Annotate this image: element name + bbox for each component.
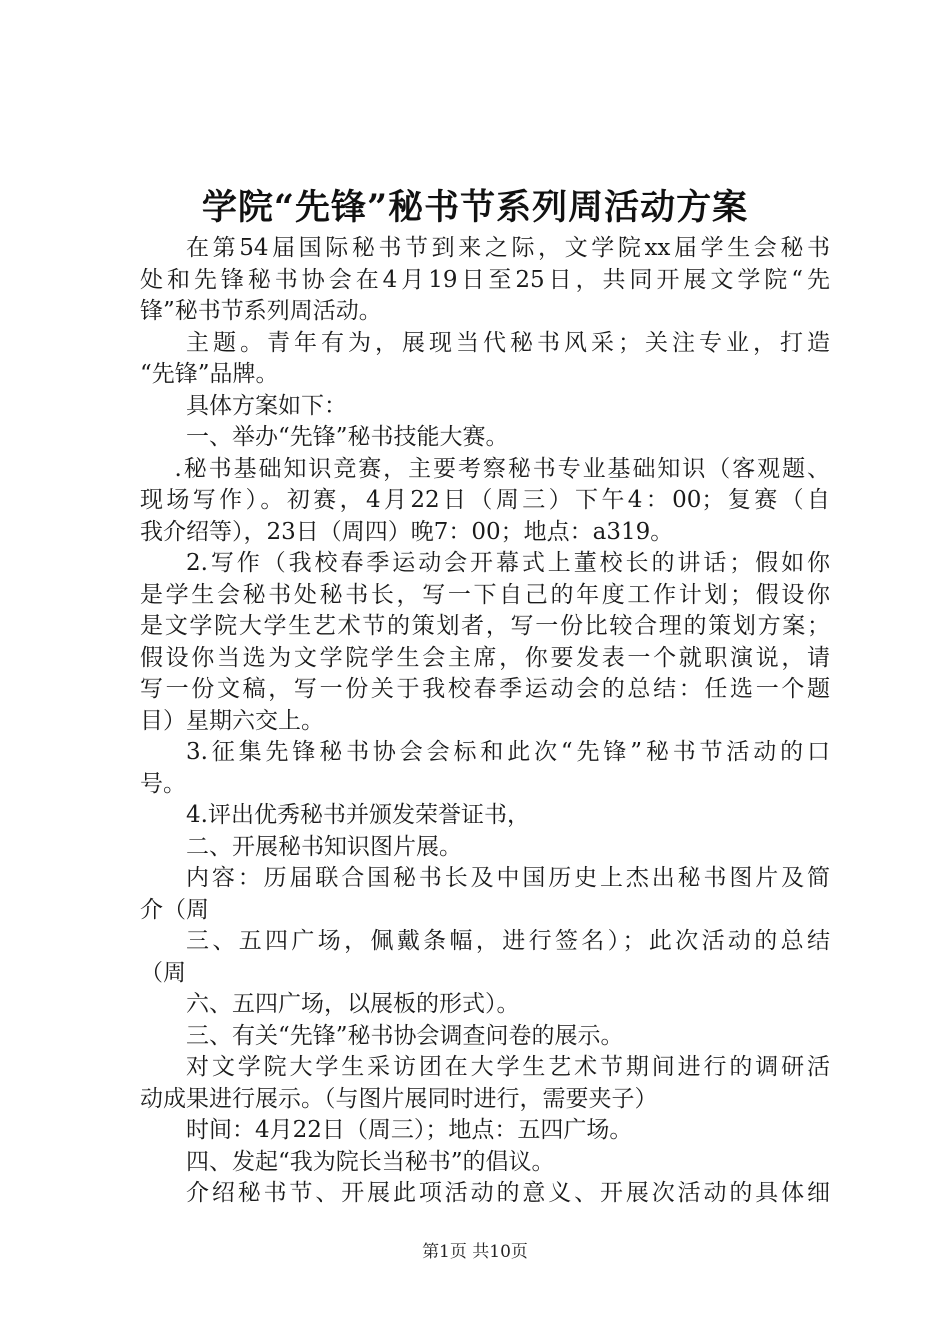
text-line: 内容：历届联合国秘书长及中国历史上杰出秘书图片及简 [186, 865, 830, 891]
text-line: .秘书基础知识竞赛，主要考察秘书专业基础知识（客观题、 [174, 455, 830, 482]
text-line: 对文学院大学生采访团在大学生艺术节期间进行的调研活 [186, 1054, 830, 1080]
text-line: 锋”秘书节系列周活动。 [140, 298, 382, 324]
text-line: 假设你当选为文学院学生会主席，你要发表一个就职演说，请 [140, 644, 830, 671]
text-line: 六、五四广场，以展板的形式）。 [186, 991, 520, 1017]
text-line: 时间：4月22日（周三）；地点：五四广场。 [186, 1117, 633, 1143]
text-line: 介（周 [140, 896, 209, 923]
text-line: 4.评出优秀秘书并颁发荣誉证书， [186, 802, 530, 828]
page-number-footer: 第1页 共10页 [422, 1242, 528, 1262]
text-line: 主题。青年有为，展现当代秘书风采；关注专业，打造 [186, 329, 830, 356]
text-line: 动成果进行展示。（与图片展同时进行，需要夹子） [140, 1085, 658, 1112]
text-line: 二、开展秘书知识图片展。 [186, 833, 462, 860]
text-line: 写一份文稿，写一份关于我校春季运动会的总结：任选一个题 [140, 676, 830, 702]
text-line: 一、举办“先锋”秘书技能大赛。 [186, 424, 509, 450]
text-line: 三、有关“先锋”秘书协会调查问卷的展示。 [186, 1022, 624, 1049]
text-line: 2.写作（我校春季运动会开幕式上董校长的讲话；假如你 [186, 550, 830, 576]
text-line: 介绍秘书节、开展此项活动的意义、开展次活动的具体细 [186, 1180, 830, 1206]
text-line: （周 [140, 959, 186, 986]
text-line: 在第54届国际秘书节到来之际，文学院xx届学生会秘书 [186, 235, 830, 261]
text-line: 处和先锋秘书协会在4月19日至25日，共同开展文学院“先 [140, 266, 830, 293]
text-line: 四、发起“我为院长当秘书”的倡议。 [186, 1148, 555, 1175]
text-line: 我介绍等），23日（周四）晚7：00；地点：a319。 [140, 518, 674, 545]
text-line: 目）星期六交上。 [140, 707, 324, 734]
text-line: 是学生会秘书处秘书长，写一下自己的年度工作计划；假设你 [140, 581, 830, 608]
text-line: 具体方案如下： [186, 392, 347, 419]
text-line: 三、五四广场，佩戴条幅，进行签名）；此次活动的总结 [186, 928, 830, 954]
text-line: 现场写作）。初赛，4月22日（周三）下午4：00；复赛（自 [140, 487, 830, 513]
text-line: 是文学院大学生艺术节的策划者，写一份比较合理的策划方案； [140, 613, 830, 639]
document-body [140, 233, 830, 1210]
document-title: 学院“先锋”秘书节系列周活动方案 [201, 187, 749, 228]
text-line: “先锋”品牌。 [140, 361, 279, 387]
text-line: 号。 [140, 770, 186, 797]
text-line: 3.征集先锋秘书协会会标和此次“先锋”秘书节活动的口 [186, 739, 830, 765]
